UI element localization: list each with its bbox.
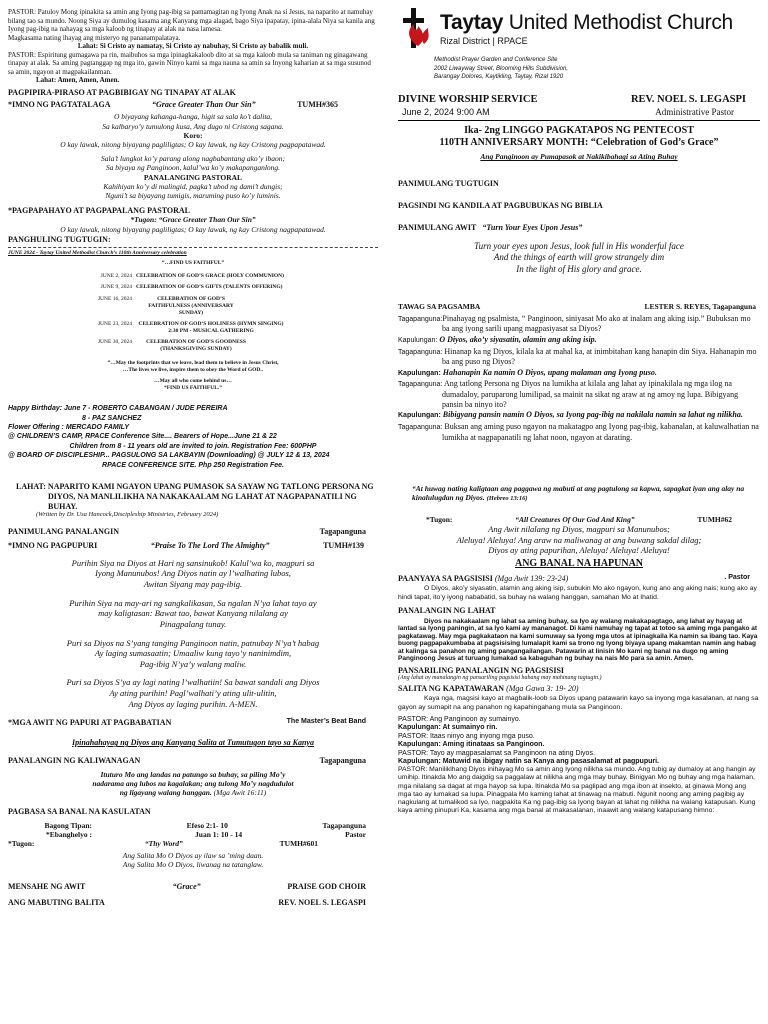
- hymn-lyrics: [8, 112, 378, 200]
- response-row: [8, 839, 378, 848]
- quote-line: …The lives we live, inspire them to obey the Word of GOD..: [122, 366, 264, 373]
- lyric-line: Kahihiyan ko’y di malingid, pagka’t ubod ng dami’t dungis;: [103, 181, 283, 191]
- lyric-line: Purihin Siya na may-ari ng sangkalikasan, Sa ngalan N’ya lahat tayo ay: [69, 597, 317, 608]
- illumination-line: ng ligayang walang hanggan.: [119, 787, 212, 797]
- lyric-line: Ang Awit nilalang ng Diyos, magpuri sa Manunubos;: [488, 524, 670, 535]
- lyric-line: Sala’t lungkot ko’y parang along nagbabantang ako’y ibaon;: [101, 153, 285, 163]
- speaker-label: Tagapanguna:: [398, 348, 443, 356]
- anniversary-month: 110TH ANNIVERSARY MONTH: “Celebration of God’s Grace”: [439, 137, 719, 149]
- leader-label: Tagapanguna: [319, 527, 366, 537]
- event-item: [78, 339, 308, 353]
- event-date: JUNE 9, 2024: [100, 284, 132, 291]
- lyric-line: Turn your eyes upon Jesus, look full in His wonderful face: [474, 240, 684, 251]
- doxology-title: “All Creatures Of Our God And King”: [515, 515, 635, 525]
- all-response: Lahat: Si Cristo ay namatay, Si Cristo ay nabuhay, Si Cristo ay babalik muli.: [77, 42, 309, 51]
- lyric-line: may kaligtasan: Bawat tao, bawat Kanyang nilalang ay: [98, 608, 288, 619]
- response-title: “Thy Word”: [144, 839, 183, 849]
- address-line: 2002 Liwayway Street, Blooming Hills Subdivision,: [434, 65, 569, 72]
- silent-confession-heading: PANSARILING PANALANGIN NG PAGSISISI: [398, 665, 565, 675]
- event-title: CELEBRATION OF GOD’S GIFTS (TALENTS OFFERING): [136, 284, 283, 291]
- credit-line: (Written by Dr. Usa Hancock,Discipleship Ministries, February 2024): [36, 511, 219, 519]
- litany-line: PASTOR: Ang Panginoon ay sumainyo.: [398, 715, 521, 723]
- illumination-leader: Tagapanguna: [319, 755, 366, 765]
- response-lyrics: [8, 851, 378, 869]
- litany-response: Hahanapin Ka namin O Diyos, upang malaman ang Iyong puso.: [442, 367, 657, 377]
- pastor-role: Administrative Pastor: [655, 106, 734, 117]
- praise-hymn-row: [8, 541, 378, 551]
- service-row: [398, 94, 760, 107]
- lyric-line: O biyayang kahanga-hanga, higit sa sala ko’t dalita,: [113, 112, 273, 122]
- opening-song-label: PANIMULANG AWIT: [398, 222, 477, 232]
- lyric-line: And the things of earth will grow strangely dim: [493, 252, 665, 263]
- offering-quote: [398, 484, 760, 503]
- prayer-of-all-text: Diyos na nakakaalam ng lahat sa aming buhay, sa Iyo ay walang makakapagtago, ang lahat ay hayag at lantad sa Iyong paningin, at sa Iyo kami ay mananagot. Di kami namuhay ng tapat at totoo sa aming mga pangako at pagkatawag. May mga pagkakataon na kami sumuway sa Iyong mga utos at ipinagkaila Ka namin sa ibang tao. Kaya buong pagpapakumbaba at pagsisising lumalapit kami sa trono ng Iyong biyaya upang makamtan namin ang habag at kalinga sa panahon ng aming pangangailangan. Patawarin at linisin Mo kami ng banal na dugo ng aming Panginoong Jesus at turuang lumakad sa kabaguhan ng buhay na nais Mo para sa amin. Amen.: [398, 617, 758, 663]
- praise-hymn-lyrics: [8, 554, 378, 710]
- speaker-label: Tagapanguna:: [398, 315, 443, 323]
- event-title: CELEBRATION OF GOD’S GOODNESS (THANKSGIVING SUNDAY): [146, 339, 246, 353]
- service-theme: Ang Panginoon ay Pumapasok at Nakikibahagi sa Ating Buhay: [480, 152, 678, 162]
- pastor-text: PASTOR: Patuloy Mong ipinakita sa amin ang Iyong pag-ibig sa pamamagitan ng Iyong Anak na si Jesus, na naparito at namuhay bilang tao sa mundo. Noong Siya ay dumulog kasama ang Kanyang mga alagad, bago Siya ipapatay, ipina-alala Niya sa kanila ang Iyong pag-ibig na nahayag sa mga kaloob ng tinapay at alak na nasa lamesa.: [8, 8, 375, 34]
- praise-hymn-title: “Praise To The Lord The Almighty”: [150, 541, 270, 551]
- event-item: [78, 321, 308, 335]
- church-name-rest: United Methodist Church: [503, 11, 733, 34]
- event-date: JUNE 30, 2024: [97, 339, 132, 346]
- opening-song-lyrics: [398, 241, 760, 276]
- event-date: JUNE 23, 2024: [97, 320, 132, 327]
- anniversary-subtitle: “…FIND US FAITHFUL”: [161, 260, 225, 267]
- great-thanksgiving-text: PASTOR: Maniliklhang Diyos inihayag Mo sa amin ang Iyong nilikha sa mundo. Ang tubig ay dumaloy at ang hangin ay umihip. Itinakda Mo ang daigdig sa paggalaw at nilikha ang mga may buhay. Binigyan Mo ng buhay ang mga halaman, mga nilalang sa dagat at mga hayop sa lupa. Itinakda Mo sa paglipad ang mga ibon at insekto, at ginawa Mong ang mga tao ay lumakad sa lupa. Pinagpala Mo kaming lahat at tinawag na mabuti. Ngunit noong ang aming pagibig ay nagkulang at tumalikod sa Iyo, nagpakita Ka ng pag-ibig sa Iyong bayan at lahat ng nilikha na walang katapusan. Kung kaya aming pinupuri Ka, kasama ang mga banal at makasalanan, inaawit ang walang katapusang himno:: [398, 766, 756, 815]
- all-amen: Lahat: Amen, Amen, Amen.: [36, 76, 120, 85]
- offering-quote-text: “At huwag nating kaligtaan ang paggawa ng mabuti at ang pagtulong sa kapwa, sapagkat iyan ang alay na kinalulugdan ng Diyos.: [412, 484, 745, 503]
- lyric-line: Awitan Siyang may pag-ibig.: [143, 579, 243, 590]
- breaking-bread-heading: PAGPIPIRA-PIRASO AT PAGBIBIGAY NG TINAPAY AT ALAK: [8, 87, 236, 97]
- mystery-line: Magkasama nating ihayag ang misteryo ng pananampalataya.: [8, 33, 181, 42]
- praise-hymn-number: TUMH#139: [323, 541, 364, 551]
- gospel-ref: Juan 1: 10 - 14: [195, 829, 243, 839]
- chorus-label: Koro:: [183, 131, 203, 141]
- church-name: [440, 12, 733, 33]
- anniversary-header: JUNE 2024 - Taytay United Methodist Church’s 110th Anniversary celebration: [8, 250, 187, 257]
- quote-line: *FIND US FAITHFUL.”: [163, 384, 223, 391]
- litany-line: Kapulungan: Matuwid na ibigay natin sa Kanya ang pasasalamat at pagpupuri.: [398, 757, 659, 765]
- lyric-line: Ay ating purihin! Pagl’walhati’y ating ulit-ulitin,: [109, 688, 277, 699]
- board-announcement: @ BOARD OF DISCIPLESHIP... PAGSULONG SA LAKBAYIN (Downloading) @ JULY 12 & 13, 2024: [8, 452, 330, 460]
- service-title: DIVINE WORSHIP SERVICE: [398, 94, 538, 106]
- praise-songs-row: [8, 718, 378, 728]
- lyric-line: Nguni’t sa biyayang tumigis, maruming puso ko’y luminis.: [105, 191, 281, 201]
- quote-line: …May all who come behind us…: [154, 377, 232, 384]
- praise-hymn-label: *IMNO NG PAGPUPURI: [8, 541, 98, 551]
- illumination-text: [8, 770, 378, 797]
- invitation-ref: (Mga Awit 139: 23-24): [494, 573, 569, 583]
- anthem-title: “Grace”: [172, 882, 201, 892]
- sermon-row: [8, 898, 378, 908]
- holy-communion-title: ANG BANAL NA HAPUNAN: [514, 557, 644, 569]
- litany-text: Buksan ang aming puso ngayon na makatagpo ang Iyong pag-ibig, kabanalan, at kaluwalhatian na lumikha at nagpapanatili ng lahat noon, ngayon at darating.: [442, 421, 759, 442]
- pastor-text-2: PASTOR: Espiritung gumagawa pa rin, maibuhos sa mga ipinagkakaloob dito at sa mga kaloob mula sa taniman ng ginagawang tinapay at alak. Sa aming pagtanggap ng mga ito, gawin Ninyo kami sa mga nauna sa amin sa Inyong kaharian at sa mga susunod sa amin, ngayon at magpakailanman.: [8, 50, 371, 76]
- doxology-label: *Tugon:: [426, 515, 453, 525]
- sermon-preacher: REV. NOEL S. LEGASPI: [278, 898, 366, 908]
- litany-line: PASTOR: Itaas ninyo ang inyong mga puso.: [398, 732, 535, 740]
- offering-quote-ref: (Hebreo 13:16): [486, 495, 528, 503]
- candle-lighting-heading: PAGSINDI NG KANDILA AT PAGBUBUKAS NG BIBLIA: [398, 201, 603, 211]
- illumination-line: nadarama ang lubos na kagalakan; ang tulong Mo’y nagdudulot: [92, 778, 294, 788]
- litany-response: O Diyos, ako’y siyasatin, alamin ang aking isip.: [439, 335, 597, 345]
- anniversary-events: [78, 273, 308, 353]
- response-number: TUMH#601: [279, 839, 318, 849]
- lyric-line: Pag-ibig N’ya’y walang maliw.: [139, 658, 247, 669]
- doxology-number: TUMH#62: [697, 515, 732, 525]
- right-column: [384, 0, 768, 1024]
- anthem-label: MENSAHE NG AWIT: [8, 882, 86, 892]
- anthem-choir: PRAISE GOD CHOIR: [287, 882, 366, 892]
- invitation-text: O Diyos, ako’y siyasatin, alamin ang aking isip, subukin Mo ako ngayon, kung ano ang aking nais; kung ako ay hindi tapat, ito’y iyong nababatid, sa buhay na walang hanggan, samahan Mo at Ihatid.: [398, 585, 757, 601]
- event-title: CELEBRATION OF GOD’S HOLINESS (HYMN SINGING) 2:30 PM - MUSICAL GATHERING: [138, 320, 284, 335]
- litany-response: Bibigyang pansin namin O Diyos, sa Iyong pag-ibig na nakilala namin sa lahat ng nilikha.: [442, 410, 743, 420]
- nt-label: Bagong Tipan:: [44, 820, 92, 830]
- pardon-heading: SALITA NG KAPATAWARAN: [398, 683, 505, 693]
- lyric-line: In the light of His glory and grace.: [516, 263, 642, 274]
- call-to-worship-litany: [398, 314, 760, 442]
- opening-song-title: “Turn Your Eyes Upon Jesus”: [482, 222, 583, 232]
- word-section-header: Ipinahahayag ng Diyos ang Kanyang Salita at Tumutugon tayo sa Kanya: [72, 738, 314, 748]
- praise-songs-label: *MGA AWIT NG PAPURI AT PAGBABATIAN: [8, 718, 172, 728]
- invitation-by: . Pastor: [724, 573, 750, 581]
- lyric-line: Iyong Manunubos! Ang Diyos natin ay l’walhating lubos,: [95, 568, 291, 579]
- lyric-line: Purihin Siya na Diyos at Hari ng sansinukob! Kalul’wa ko, magpuri sa: [71, 557, 315, 568]
- divider: [8, 247, 378, 248]
- gospel-reader: Pastor: [345, 829, 366, 839]
- all-introduction: LAHAT: NAPARITO KAMI NGAYON UPANG PUMASOK SA SAYAW NG TATLONG PERSONA NG DIYOS, NA MANLILIKHA NA NAKAKAALAM NG LAHAT AT NAGPAPANATILI NG BUHAY.: [16, 482, 374, 511]
- litany-line: PASTOR: Tayo ay magpasalamat sa Panginoon na ating Diyos.: [398, 749, 595, 757]
- prelude-heading: PANIMULANG TUGTUGIN: [398, 179, 499, 189]
- speaker-label: Kapulungan:: [398, 412, 441, 420]
- birthday-line: Happy Birthday: June 7 - ROBERTO CABANGAN / JUDE PEREIRA: [8, 405, 228, 413]
- hymn-title: “Grace Greater Than Our Sin”: [152, 99, 256, 109]
- pastoral-prayer-heading: PANALANGING PASTORAL: [143, 172, 243, 182]
- praise-band: The Master’s Beat Band: [286, 718, 366, 726]
- service-pastor: REV. NOEL S. LEGASPI: [630, 94, 746, 106]
- lyric-line: Diyos ay ating papurihan, Aleluya! Aleluya! Aleluya!: [488, 545, 670, 556]
- address-line: Barangay Dolores, Kaytikling, Taytay, Rizal 1920: [434, 74, 564, 81]
- doxology-row: [398, 515, 760, 524]
- camp-details: Children from 8 - 11 years old are invited to join. Registration Fee: 600PHP: [69, 442, 317, 450]
- benediction-line: O kay lawak, nitong biyayang pagliligtas; O kay lawak, ng kay Cristong nagpapatawad.: [60, 224, 326, 234]
- benediction-response: *Tugon: “Grace Greater Than Our Sin”: [130, 215, 256, 225]
- lyric-line: Sa biyaya ng Panginoon, kalul’wa ko’y makapanganlong.: [105, 163, 281, 173]
- event-item: [78, 284, 308, 291]
- call-to-worship-row: [398, 302, 760, 311]
- pardon-text: Kaya nga, magsisi kayo at magbalik-loob sa Diyos upang patawarin kayo sa inyong mga kasalanan, at nang sa gayon ay sumapit na ang panahon ng kapahingahang mula sa Panginoon.: [398, 695, 759, 711]
- lyric-line: Puri sa Diyos S’ya ay lagi nating l’walhatiin! Sa bawat sandali ang Diyos: [66, 677, 320, 688]
- hymn-dedication-row: [8, 100, 378, 110]
- invitation-row: [398, 574, 760, 584]
- quote-line: “…May the footprints that we leave, lead them to believe in Jesus Christ,: [107, 359, 279, 366]
- gospel-reading-row: [8, 830, 378, 839]
- illumination-row: [8, 756, 378, 766]
- divider: [398, 120, 760, 121]
- litany-text: Ang tatlong Persona ng Diyos na lumikha at kilala ang lahat ay ipinakilala ng mga ilog na dumadaloy, paruparong lumilipad, sa mainit na sikat ng araw at ng amoy ng lupa. Bibigyang pansin ba ninyo ito?: [442, 379, 739, 409]
- pardon-ref: (Mga Gawa 3: 19- 20): [506, 683, 579, 693]
- doxology-lyrics: [398, 524, 760, 555]
- lyric-line: Sa kalbaryo’y tumulong kusa, Ang dugo ni Cristong sagana.: [102, 121, 284, 131]
- nt-reading-row: [8, 821, 378, 830]
- litany-line: Kapulungan: At sumainyo rin.: [398, 724, 498, 732]
- nt-reader: Tagapanguna: [322, 820, 366, 830]
- anthem-row: [8, 882, 378, 892]
- hymn-label: *IMNO NG PAGTATALAGA: [8, 99, 111, 109]
- illumination-line: Ituturo Mo ang landas na patungo sa buhay, sa piling Mo’y: [100, 769, 286, 779]
- event-item: [78, 273, 308, 280]
- event-title: CELEBRATION OF GOD’S GRACE (HOLY COMMUNION): [136, 273, 284, 280]
- district: Rizal District | RPACE: [440, 36, 528, 46]
- lyric-line: Puri sa Diyos na S’yang tanging Panginoon natin, patnubay N’ya’t habag: [66, 637, 320, 648]
- birthday-line-2: 8 - PAZ SANCHEZ: [82, 414, 142, 422]
- announcements: [8, 404, 378, 470]
- illumination-label: PANALANGIN NG KALIWANAGAN: [8, 755, 141, 765]
- silent-confession-note: (Ang lahat ay manalangin ng pansariling pagsisisi habang may mahinang tugtugin.): [398, 675, 602, 682]
- speaker-label: Tagapanguna:: [398, 423, 443, 431]
- litany-text: Pinahayag ng psalmista, “ Panginoon, siniyasat Mo ako at inalam ang aking isip.” Bubuksan mo ba ang iyong sarili upang magpasiyasat sa Diyos?: [442, 313, 751, 334]
- nt-ref: Efeso 2:1- 10: [186, 820, 228, 830]
- opening-song-row: [398, 223, 760, 233]
- benediction-heading: *PAGPAPAHAYO AT PAGPAPALANG PASTORAL: [8, 205, 191, 215]
- opening-prayer-row: [8, 527, 378, 537]
- call-to-worship-label: TAWAG SA PAGSAMBA: [398, 301, 481, 311]
- litany-line: Kapulungan: Aming itinataas sa Panginoon.: [398, 741, 545, 749]
- lyric-line: Aleluya! Aleluya! Ang araw na maliwanag at ang buwang sakdal dilag;: [456, 534, 702, 545]
- litany-text: Hinanap ka ng Diyos, kilala ka at mahal ka, at inimbitahan kang hanapin din Siya. Hahanapin mo ba ang puso ng Diyos?: [442, 346, 757, 367]
- church-title-block: [440, 12, 733, 47]
- lyric-line: O kay lawak, nitong biyayang pagliligtas; O kay lawak, ng kay Cristong pagpapatawad.: [60, 140, 326, 150]
- postlude-heading: PANGHULING TUGTUGIN:: [8, 234, 111, 244]
- call-to-worship-leader: LESTER S. REYES, Tagapanguna: [644, 301, 756, 311]
- speaker-label: Kapulungan:: [398, 369, 441, 377]
- gospel-label: *Ebanghelyo :: [45, 829, 92, 839]
- church-address: [434, 56, 760, 82]
- great-thanksgiving-litany: [398, 716, 760, 766]
- lyric-line: Pinagpalang tunay.: [159, 618, 227, 629]
- camp-announcement: @ CHILDREN’S CAMP, RPACE Conference Site.... Bearers of Hope...June 21 & 22: [8, 433, 277, 441]
- lyric-line: Ang Salita Mo O Diyos ay ilaw sa ’ming daan.: [122, 851, 264, 861]
- event-title: CELEBRATION OF GOD’S FAITHFULNESS (ANNIVERSARY SUNDAY): [148, 295, 234, 316]
- speaker-label: Kapulungan:: [398, 337, 438, 345]
- illumination-ref: (Mga Awit 16:11): [213, 787, 267, 797]
- event-date: JUNE 16, 2024: [97, 295, 132, 302]
- hymn-number: TUMH#365: [297, 99, 338, 109]
- sermon-label: ANG MABUTING BALITA: [8, 898, 105, 908]
- opening-prayer-label: PANIMULANG PANALANGIN: [8, 527, 120, 537]
- church-header: [398, 6, 760, 50]
- event-item: [78, 296, 308, 317]
- lyric-line: Ang Salita Mo O Diyos, liwanag na tatanglaw.: [122, 860, 264, 870]
- address-line: Methodist Prayer Garden and Conference Site: [434, 57, 558, 63]
- speaker-label: Tagapanguna:: [398, 381, 443, 389]
- anniversary-block: [8, 250, 378, 392]
- flower-offering: Flower Offering : MERCADO FAMILY: [8, 423, 130, 431]
- liturgical-season: Ika- 2ng LINGGO PAGKATAPOS NG PENTECOST: [464, 124, 694, 136]
- church-name-bold: Taytay: [440, 11, 504, 34]
- board-details: RPACE CONFERENCE SITE. Php 250 Registration Fee.: [102, 461, 284, 469]
- invitation-label: PAANYAYA SA PAGSISISI: [398, 573, 493, 583]
- cross-and-flame-logo-icon: [398, 6, 432, 50]
- scripture-heading: PAGBASA SA BANAL NA KASULATAN: [8, 807, 151, 817]
- prayer-of-all-heading: PANALANGIN NG LAHAT: [398, 606, 496, 616]
- event-date: JUNE 2, 2024: [100, 273, 132, 280]
- lyric-line: Ay laging sumasaatin; Umaaliw kung tayo’y naninimdim,: [94, 648, 292, 659]
- lyric-line: Ang Diyos ay laging purihin. A-MEN.: [128, 698, 258, 709]
- service-date-row: [398, 107, 760, 118]
- service-date: June 2, 2024 9:00 AM: [402, 106, 490, 117]
- response-label: *Tugon:: [8, 839, 35, 849]
